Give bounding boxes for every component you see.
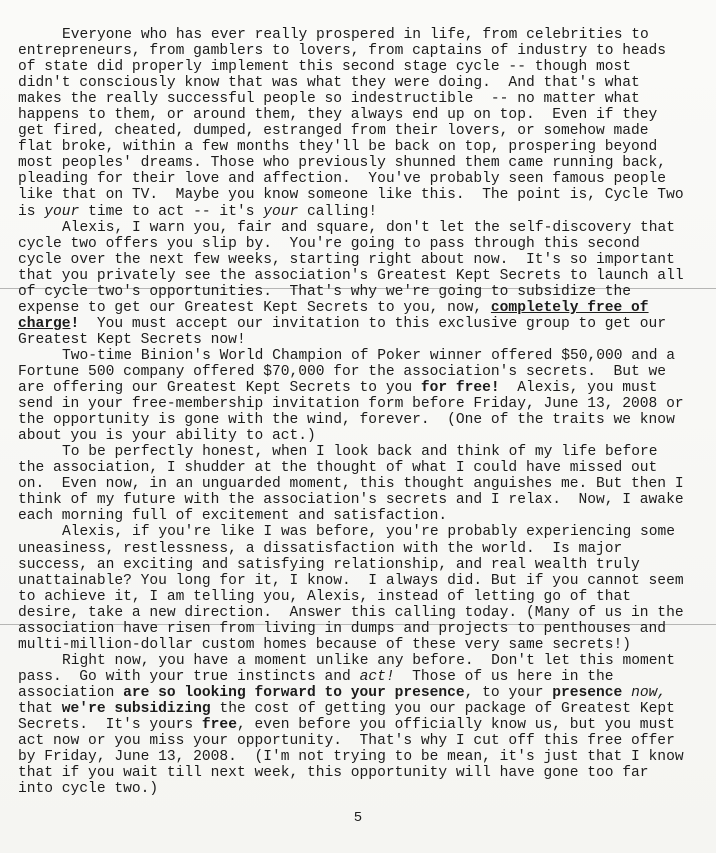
- text-segment: You must accept our invitation to this exclusive group to get our: [79, 315, 667, 332]
- text-segment: flat broke, within a few months they'll be back on top, prospering beyond: [18, 139, 658, 156]
- text-line: [18, 284, 700, 300]
- text-segment: cycle two offers you slip by. You're going to pass through this second: [18, 235, 640, 252]
- text-line: [18, 107, 700, 123]
- text-line: [18, 187, 700, 203]
- text-segment: for free!: [420, 380, 500, 397]
- text-segment: unattainable? You long for it, I know. I always did. But if you cannot seem: [18, 572, 684, 589]
- text-segment: Right now, you have a moment unlike any before. Don't let this moment: [62, 652, 676, 669]
- text-segment: Greatest Kept Secrets now!: [18, 331, 246, 348]
- letter-body: [18, 27, 700, 797]
- text-segment: didn't consciously know that was what they were doing. And that's what: [18, 75, 640, 92]
- text-segment: completely free of: [490, 299, 649, 316]
- text-segment: your: [263, 203, 299, 220]
- text-segment: happens to them, or around them, they always end up on top. Even if they: [18, 107, 658, 124]
- text-line: [18, 476, 700, 492]
- text-line: [18, 508, 700, 524]
- text-segment: most peoples' dreams. Those who previously shunned them came running back,: [18, 155, 667, 172]
- text-line: [18, 300, 700, 316]
- text-segment: association: [18, 684, 124, 701]
- text-segment: is: [18, 203, 45, 220]
- text-line: [18, 412, 700, 428]
- text-line: [18, 123, 700, 139]
- text-segment: multi-million-dollar custom homes because of these very same secrets!): [18, 636, 632, 653]
- text-line: [18, 524, 700, 540]
- text-line: [18, 605, 700, 621]
- text-segment: cycle over the next few weeks, starting right about now. It's so important: [18, 251, 675, 268]
- text-segment: each morning full of excitement and satisfaction.: [18, 508, 448, 525]
- text-segment: of cycle two's opportunities. That's why we're going to subsidize the: [18, 283, 632, 300]
- text-segment: free: [201, 717, 237, 734]
- text-segment: on. Even now, in an unguarded moment, this thought anguishes me. But then I: [18, 476, 684, 493]
- text-segment: that you privately see the association's Greatest Kept Secrets to launch all: [18, 267, 684, 284]
- text-segment: Secrets. It's yours: [18, 717, 202, 734]
- text-segment: , to your: [464, 684, 553, 701]
- text-segment: association have risen from living in dumps and projects to penthouses and: [18, 620, 667, 637]
- text-segment: act now or you miss your opportunity. That's why I cut off this free offer: [18, 733, 675, 750]
- text-line: [18, 444, 700, 460]
- text-line: [18, 733, 700, 749]
- text-line: [18, 589, 700, 605]
- page-number: 5: [353, 810, 363, 826]
- text-line: [18, 252, 700, 268]
- text-line: [18, 749, 700, 765]
- text-segment: To be perfectly honest, when I look back and think of my life before: [62, 444, 658, 461]
- text-segment: that if you wait till next week, this opportunity will have gone too far: [18, 765, 649, 782]
- text-line: [18, 637, 700, 653]
- text-segment: that: [18, 700, 62, 717]
- text-line: [18, 139, 700, 155]
- text-line: [18, 220, 700, 236]
- text-segment: calling!: [298, 203, 378, 220]
- text-line: [18, 43, 700, 59]
- text-segment: Those of us here in the: [394, 668, 614, 685]
- text-segment: act!: [359, 668, 395, 685]
- text-line: [18, 155, 700, 171]
- text-line: [18, 669, 700, 685]
- text-line: [18, 59, 700, 75]
- text-segment: pass. Go with your true instincts and: [18, 668, 360, 685]
- text-segment: we're subsidizing: [61, 700, 211, 717]
- text-line: [18, 332, 700, 348]
- text-line: [18, 653, 700, 669]
- text-line: [18, 396, 700, 412]
- text-line: [18, 717, 700, 733]
- text-line: [18, 701, 700, 717]
- text-segment: uneasiness, restlessness, a dissatisfaction with the world. Is major: [18, 540, 623, 557]
- text-line: [18, 380, 700, 396]
- text-line: [18, 781, 700, 797]
- text-line: [18, 204, 700, 220]
- text-segment: , even before you officially know us, but you must: [236, 717, 675, 734]
- text-segment: Two-time Binion's World Champion of Poker winner offered $50,000 and a: [62, 347, 676, 364]
- text-segment: now,: [631, 684, 667, 701]
- text-segment: the association, I shudder at the thought of what I could have missed out: [18, 460, 658, 477]
- text-line: [18, 428, 700, 444]
- text-segment: success, an exciting and satisfying relationship, and real wealth truly: [18, 556, 640, 573]
- text-line: [18, 91, 700, 107]
- text-segment: the cost of getting you our package of Greatest Kept: [210, 700, 675, 717]
- text-segment: into cycle two.): [18, 781, 159, 798]
- text-segment: Alexis, if you're like I was before, you're probably experiencing some: [62, 524, 676, 541]
- text-segment: presence: [552, 684, 623, 701]
- text-segment: get fired, cheated, dumped, estranged from their lovers, or somehow made: [18, 123, 649, 140]
- text-segment: send in your free-membership invitation form before Friday, June 13, 2008 or: [18, 396, 684, 413]
- text-line: [18, 765, 700, 781]
- text-line: [18, 75, 700, 91]
- text-segment: time to act -- it's: [79, 203, 264, 220]
- text-segment: think of my future with the association's secrets and I relax. Now, I awake: [18, 492, 684, 509]
- text-line: [18, 541, 700, 557]
- text-segment: expense to get our Greatest Kept Secrets to you, now,: [18, 299, 491, 316]
- text-segment: pleading for their love and affection. You've probably seen famous people: [18, 171, 667, 188]
- text-line: [18, 171, 700, 187]
- text-line: [18, 492, 700, 508]
- text-line: [18, 268, 700, 284]
- text-segment: by Friday, June 13, 2008. (I'm not trying to be mean, it's just that I know: [18, 749, 684, 766]
- text-line: [18, 621, 700, 637]
- text-segment: Alexis, I warn you, fair and square, don't let the self-discovery that: [62, 219, 676, 236]
- text-line: [18, 316, 700, 332]
- text-line: [18, 685, 700, 701]
- text-line: [18, 348, 700, 364]
- text-segment: entrepreneurs, from gamblers to lovers, from captains of industry to heads: [18, 43, 667, 60]
- text-segment: about you is your ability to act.): [18, 428, 316, 445]
- text-segment: of state did properly implement this second stage cycle -- though most: [18, 59, 632, 76]
- text-segment: Everyone who has ever really prospered in life, from celebrities to: [62, 27, 649, 43]
- text-segment: are offering our Greatest Kept Secrets to you: [18, 380, 421, 397]
- text-line: [18, 557, 700, 573]
- text-segment: !: [70, 315, 80, 332]
- text-segment: makes the really successful people so indestructible -- no matter what: [18, 91, 640, 108]
- text-segment: the opportunity is gone with the wind, forever. (One of the traits we know: [18, 412, 675, 429]
- text-segment: to achieve it, I am telling you, Alexis, instead of letting go of that: [18, 588, 632, 605]
- text-line: [18, 27, 700, 43]
- text-segment: desire, take a new direction. Answer this calling today. (Many of us in the: [18, 604, 684, 621]
- text-line: [18, 236, 700, 252]
- text-segment: Alexis, you must: [499, 380, 658, 397]
- text-segment: [622, 685, 631, 701]
- text-segment: charge: [18, 315, 71, 332]
- text-line: [18, 364, 700, 380]
- text-segment: Fortune 500 company offered $70,000 for the association's secrets. But we: [18, 363, 667, 380]
- text-line: [18, 460, 700, 476]
- text-segment: are so looking forward to your presence: [123, 684, 465, 701]
- text-line: [18, 573, 700, 589]
- text-segment: your: [44, 203, 80, 220]
- text-segment: like that on TV. Maybe you know someone like this. The point is, Cycle Two: [18, 187, 684, 204]
